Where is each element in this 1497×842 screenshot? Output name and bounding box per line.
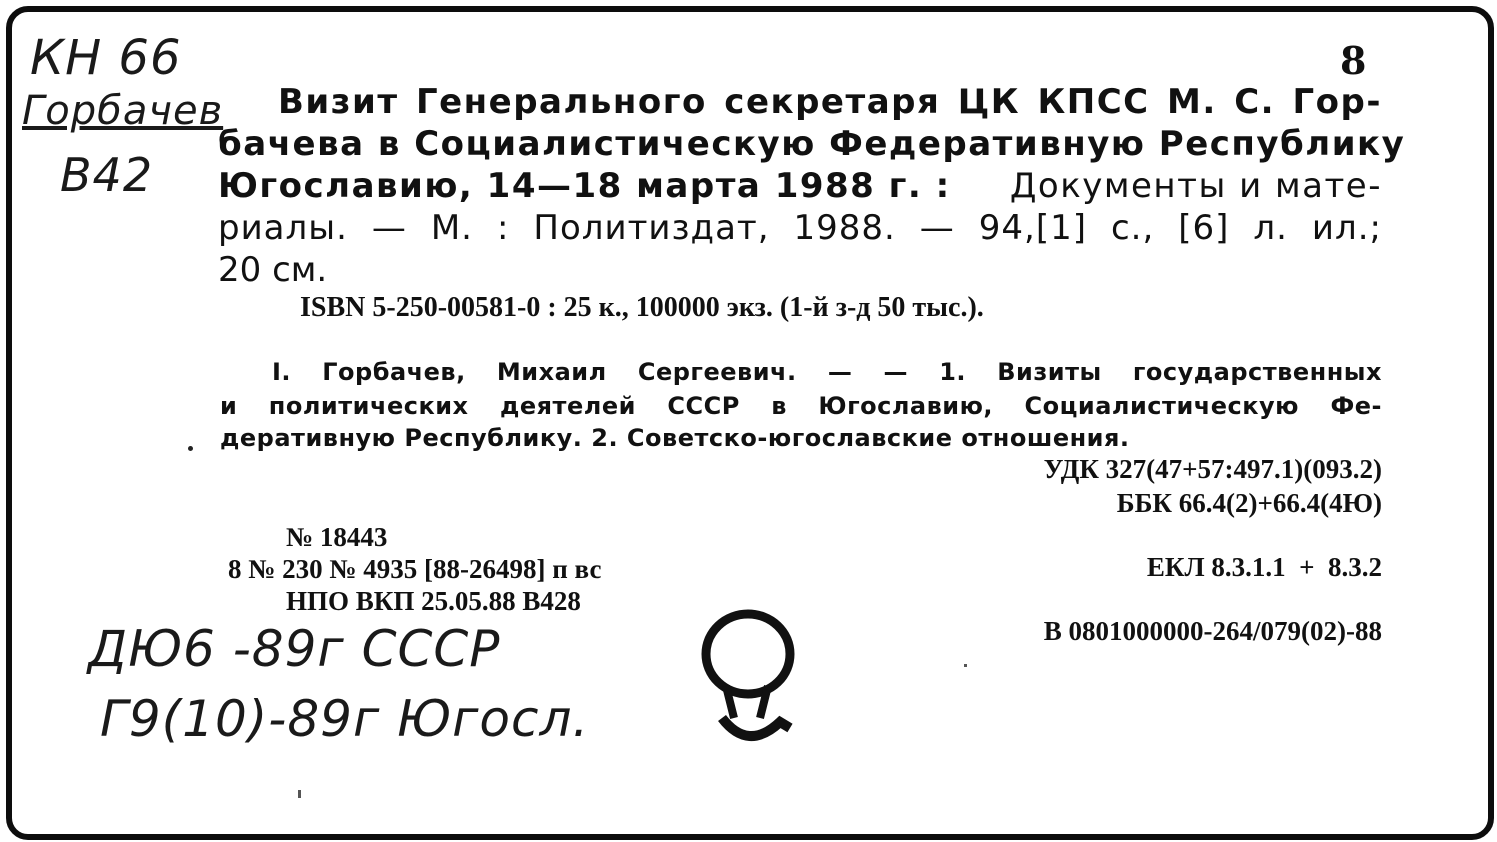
udk-code: УДК 327(47+57:497.1)(093.2) — [1043, 454, 1382, 484]
order-number: № 18443 — [286, 522, 388, 552]
title-line-3 — [218, 166, 1382, 206]
title-line-1: Визит Генерального секретаря ЦК КПСС М. С. Гор- — [278, 82, 1382, 122]
imprint-line-2: 20 см. — [218, 250, 328, 290]
handwritten-author-sign: В42 — [60, 148, 154, 202]
handwritten-note-2: Г9(10)-89г Югосл. — [100, 690, 590, 748]
book-code: В 0801000000-264/079(02)-88 — [1043, 616, 1382, 646]
speck — [298, 790, 301, 798]
print-line-1: 8 № 230 № 4935 [88-26498] п вс — [228, 554, 602, 584]
subject-line-1: I. Горбачев, Михаил Сергеевич. — — 1. Визиты государственных — [272, 358, 1382, 386]
title-line-3-rest: Документы и мате- — [1009, 166, 1382, 206]
bbk-code: ББК 66.4(2)+66.4(4Ю) — [1116, 488, 1382, 518]
isbn-line: ISBN 5-250-00581-0 : 25 к., 100000 экз. (1-й з-д 50 тыс.). — [300, 292, 984, 323]
title-line-2: бачева в Социалистическую Федеративную Республику — [218, 124, 1406, 164]
handwritten-note-1: ДЮ6 -89г СССР — [88, 620, 501, 678]
print-line-2: НПО ВКП 25.05.88 В428 — [286, 586, 581, 616]
handwritten-shelf-code: КН 66 — [30, 30, 182, 86]
card-number: 8 — [1340, 38, 1367, 83]
speck — [964, 664, 967, 667]
subject-line-2: и политических деятелей СССР в Югославию, Социалистическую Фе- — [220, 392, 1382, 420]
margin-dot — [188, 446, 193, 451]
lightbulb-stamp-icon — [696, 606, 806, 756]
imprint-line-1: риалы. — М. : Политиздат, 1988. — 94,[1] с., [6] л. ил.; — [218, 208, 1382, 248]
handwritten-author-mark: Горбачев — [22, 88, 224, 134]
subject-line-3: деративную Республику. 2. Советско-югославские отношения. — [220, 424, 1130, 452]
title-line-3-bold: Югославию, 14—18 марта 1988 г. : — [218, 166, 951, 206]
ekl-code: ЕКЛ 8.3.1.1 + 8.3.2 — [1146, 552, 1382, 582]
